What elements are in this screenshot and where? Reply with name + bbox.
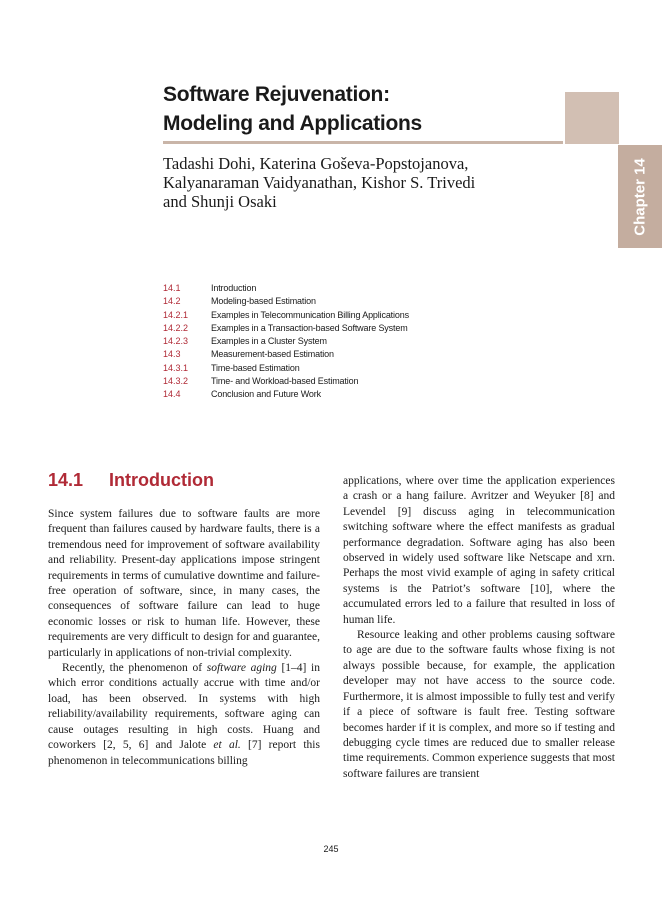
toc-entry[interactable] bbox=[163, 362, 409, 375]
toc-number: 14.2.2 bbox=[163, 322, 189, 333]
chapter-title-line-1: Software Rejuvenation: bbox=[163, 83, 390, 106]
toc-title: Examples in a Transaction-based Software System bbox=[211, 322, 408, 333]
section-number: 14.1 bbox=[48, 470, 84, 490]
toc-title: Conclusion and Future Work bbox=[211, 389, 321, 400]
paragraph: applications, where over time the application experiences a crash or a hang failure. Avritzer and Weyuker [8] and Levendel [9] discuss aging in telecommunication switching software where the effect manifests as gradual performance degradation. Software aging has also been observed in widely used software like Netscape and xrn. Perhaps the most vivid example of aging in safety critical systems is the Patriot’s software [10], where the accumulated errors led to a failure that resulted in loss of human life. bbox=[343, 475, 615, 626]
author-line-2: Kalyanaraman Vaidyanathan, Kishor S. Trivedi bbox=[163, 173, 476, 192]
section-title: Introduction bbox=[109, 470, 215, 490]
title-underline bbox=[163, 141, 563, 144]
toc-number: 14.1 bbox=[163, 283, 181, 293]
toc-title: Introduction bbox=[211, 283, 257, 293]
toc-title: Time- and Workload-based Estimation bbox=[211, 376, 359, 387]
chapter-title bbox=[163, 80, 422, 138]
toc-title: Time-based Estimation bbox=[211, 362, 300, 373]
toc-title: Measurement-based Estimation bbox=[211, 349, 334, 360]
paragraph: Since system failures due to software faults are more frequent than failures caused by hardware faults, there is a tremendous need for improvement of software availability and reliability. Present-day applications impose stringent requirements in terms of cumulative downtime and failure-free operation of software, since, in many cases, the consequences of software failure can lead to huge economic losses or risk to human life. However, these requirements are very difficult to design for and guarantee, particularly in applications of non-trivial complexity. bbox=[48, 508, 320, 659]
text-run: Recently, the phenomenon of bbox=[62, 662, 207, 675]
toc-title: Examples in a Cluster System bbox=[211, 336, 327, 347]
toc-number: 14.3.2 bbox=[163, 376, 189, 387]
toc-entry[interactable] bbox=[163, 335, 409, 348]
toc-number: 14.4 bbox=[163, 389, 181, 400]
toc-number: 14.2.3 bbox=[163, 336, 189, 347]
page-number: 245 bbox=[323, 844, 339, 854]
body-column-left bbox=[48, 507, 320, 769]
author-line-3: and Shunji Osaki bbox=[163, 192, 277, 211]
table-of-contents bbox=[163, 282, 409, 402]
toc-entry[interactable] bbox=[163, 348, 409, 361]
toc-entry[interactable] bbox=[163, 309, 409, 322]
author-line-1: Tadashi Dohi, Katerina Goševa-Popstojanova, bbox=[163, 154, 469, 173]
toc-title: Modeling-based Estimation bbox=[211, 296, 316, 307]
toc-entry[interactable] bbox=[163, 322, 409, 335]
text-run: [7] report this phenomenon in telecommunications billing bbox=[48, 739, 320, 767]
chapter-label: Chapter 14 bbox=[631, 157, 649, 236]
toc-number: 14.2.1 bbox=[163, 309, 189, 320]
toc-number: 14.2 bbox=[163, 296, 181, 307]
chapter-tab bbox=[618, 145, 662, 248]
toc-entry[interactable] bbox=[163, 282, 409, 295]
text-run: [1–4] in which error conditions actually accrue with time and/or load, has been observed. In systems with high reliability/availability requirements, software aging can cause outages resulting in high costs. Huang and coworkers [2, 5, 6] and Jalote bbox=[48, 662, 320, 752]
toc-title: Examples in Telecommunication Billing Applications bbox=[211, 309, 409, 320]
author-list bbox=[163, 154, 563, 211]
section-heading bbox=[48, 470, 214, 491]
toc-number: 14.3 bbox=[163, 349, 181, 360]
toc-entry[interactable] bbox=[163, 295, 409, 308]
paragraph: Resource leaking and other problems causing software to age are due to the software faults whose fixing is not always possible because, for example, the application developer may not have access to the source code. Furthermore, it is almost impossible to fully test and verify if a piece of software is fault free. Testing software becomes harder if it is complex, and more so if testing and debugging cycle times are reduced due to smaller release time requirements. Common experience suggests that most software failures are transient bbox=[343, 629, 615, 780]
paragraph bbox=[48, 661, 320, 769]
chapter-title-line-2: Modeling and Applications bbox=[163, 112, 422, 135]
chapter-decoration-square bbox=[565, 92, 619, 144]
emphasized-term: software aging bbox=[206, 662, 277, 675]
toc-entry[interactable] bbox=[163, 375, 409, 388]
emphasized-term: et al. bbox=[213, 739, 241, 752]
toc-entry[interactable] bbox=[163, 388, 409, 401]
toc-number: 14.3.1 bbox=[163, 362, 189, 373]
body-column-right bbox=[343, 474, 615, 782]
